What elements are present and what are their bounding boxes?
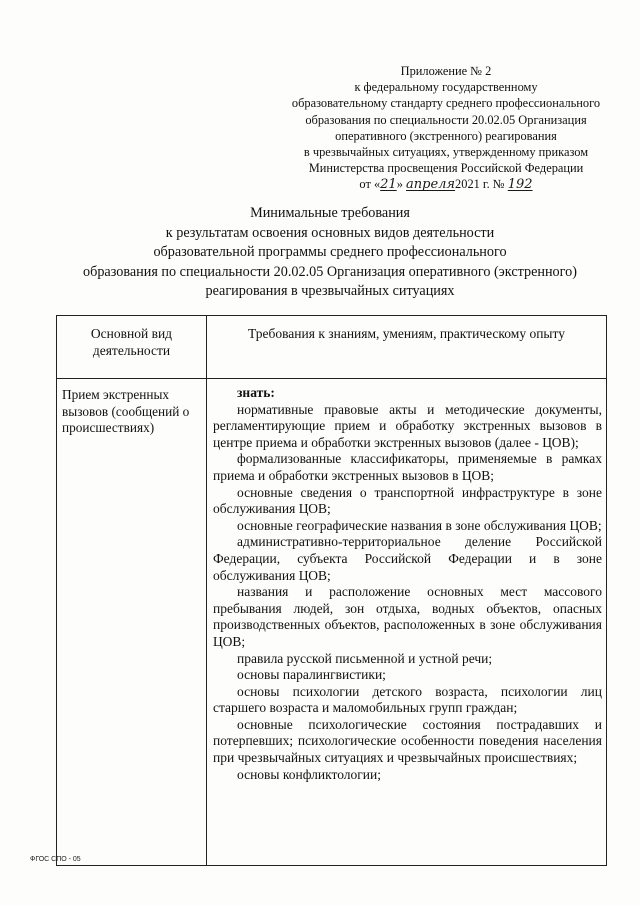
title-line: образовательной программы среднего профессионального [153,244,507,260]
list-item: нормативные правовые акты и методические документы, регламентирующие прием и обработку экстренных вызовов в центре приема и обработки экстренных вызовов (далее - ЦОВ); [213,401,602,450]
document-title [30,204,630,302]
title-line: к результатам освоения основных видов деятельности [165,224,495,241]
list-item: основные географические названия в зоне обслуживания ЦОВ; [237,517,602,533]
footer-code: ФГОС СПО - 05 [30,856,81,863]
title-line: образования по специальности 20.02.05 Организация оперативного (экстренного) [83,263,577,280]
list-item: основы конфликтологии; [237,766,381,782]
appendix-block [280,63,612,194]
activity-cell: Прием экстренных вызовов (сообщений о происшествиях) [57,379,207,866]
list-item: правила русской письменной и устной речи; [237,650,493,666]
appendix-line: Приложение № 2 [400,64,492,78]
appendix-line: в чрезвычайных ситуациях, утвержденному приказом [303,145,589,160]
appendix-line: оперативного (экстренного) реагирования [335,128,557,143]
appendix-line: к федеральному государственному [354,80,538,95]
list-item: административно-территориальное деление Российской Федерации, субъекта Российской Федерации и в зоне обслуживания ЦОВ; [213,534,602,583]
order-mid: » [396,177,403,192]
list-item: основы паралингвистики; [237,667,386,683]
title-line: реагирования в чрезвычайных ситуациях [205,283,455,299]
order-year: 2021 г. № [455,177,505,192]
title-line: Минимальные требования [250,205,410,221]
order-date-line [280,176,612,193]
table-header-row [57,316,607,379]
list-item: основные психологические состояния пострадавших и потерпевших; психологические особенности поведения населения при чрезвычайных ситуациях и чрезвычайных происшествиях; [213,716,602,766]
header-activity: Основной вид деятельности [57,316,207,379]
list-item: основы психологии детского возраста, психологии лиц старшего возраста и маломобильных групп граждан; [213,683,602,716]
order-number-handwritten: 192 [507,177,533,193]
requirements-table [56,315,607,866]
appendix-line: образования по специальности 20.02.05 Организация [305,112,587,127]
know-label: знать: [237,385,275,400]
table-row [57,379,607,866]
order-day-handwritten: 21 [380,177,397,193]
list-item: формализованные классификаторы, применяемые в рамках приема и обработки экстренных вызовов в ЦОВ; [213,451,602,483]
appendix-line: Министерства просвещения Российской Федерации [308,161,584,176]
list-item: названия и расположение основных мест массового пребывания людей, зон отдыха, водных объектов, опасных производственных объектов, расположенных в зоне обслуживания ЦОВ; [213,584,602,649]
list-item: основные сведения о транспортной инфраструктуре в зоне обслуживания ЦОВ; [213,484,602,517]
appendix-line: образовательному стандарту среднего профессионального [291,96,601,111]
order-month-handwritten: апреля [406,177,456,193]
header-requirements: Требования к знаниям, умениям, практическому опыту [207,316,607,379]
requirements-cell [207,379,607,866]
order-prefix: от « [359,177,381,192]
